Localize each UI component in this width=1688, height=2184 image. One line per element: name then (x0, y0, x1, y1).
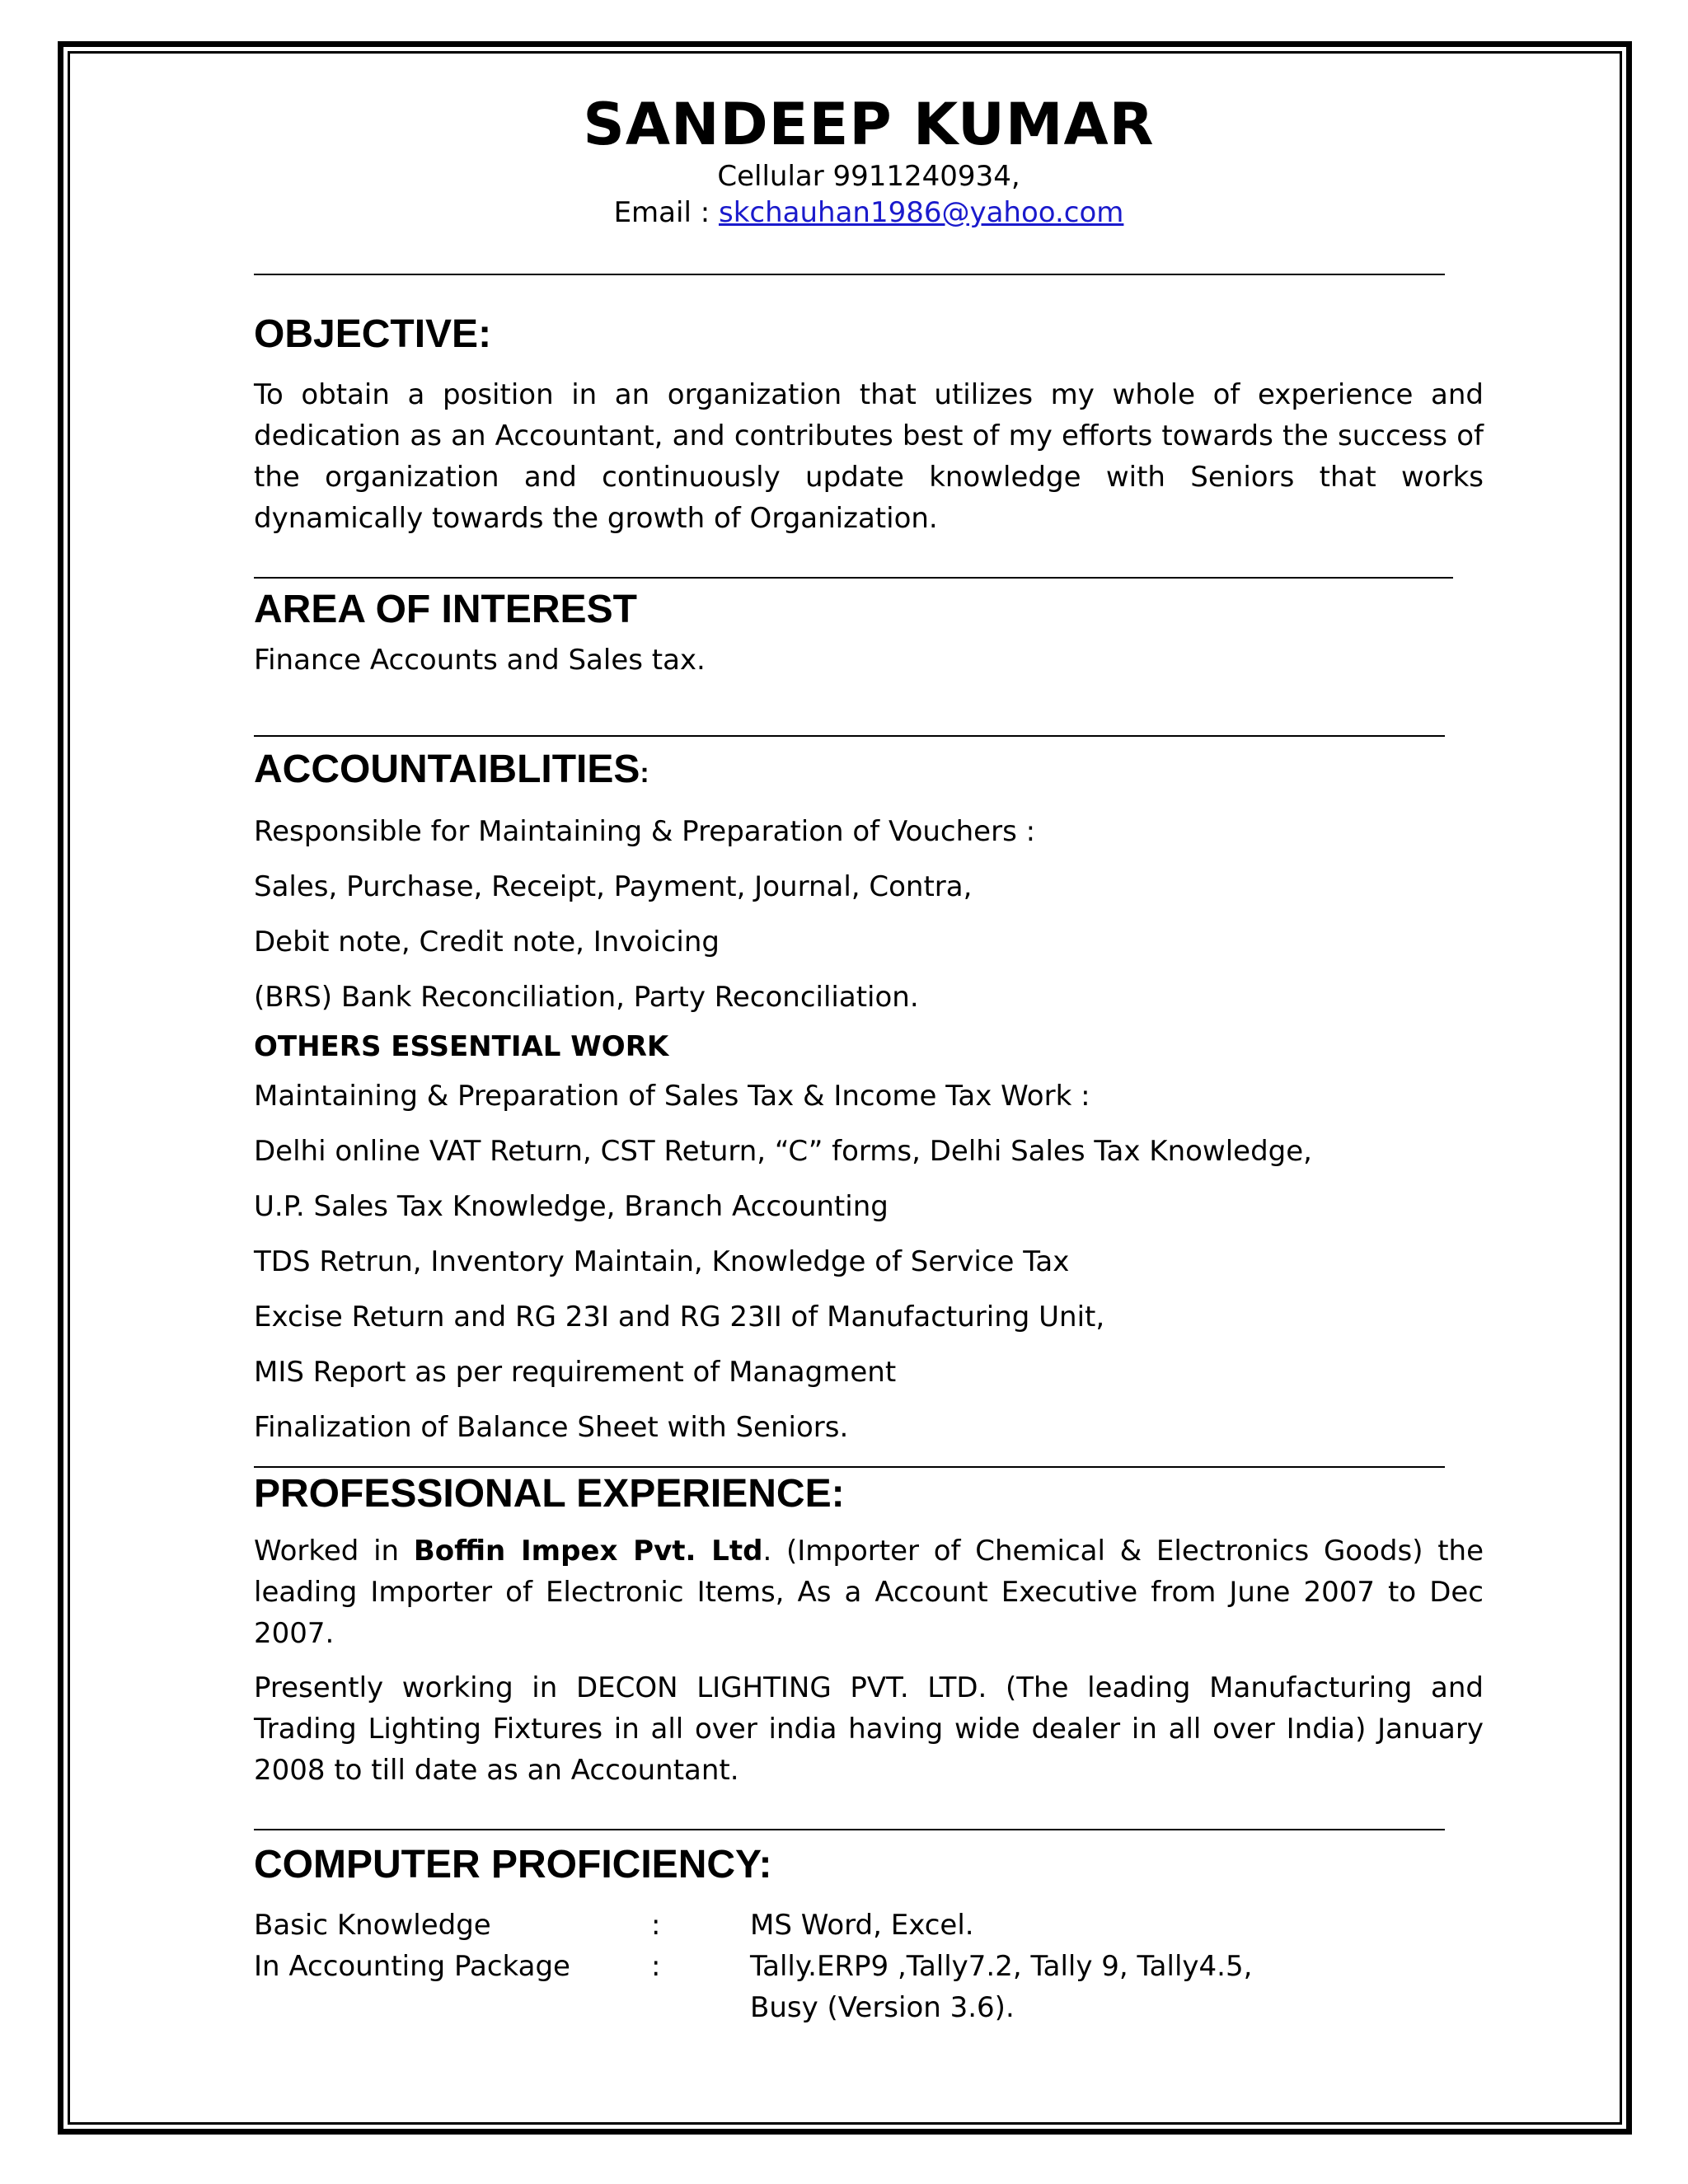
experience-company: Boffin Impex Pvt. Ltd (413, 1535, 763, 1568)
table-row (254, 1905, 1252, 1946)
area-of-interest-text: Finance Accounts and Sales tax. (254, 644, 706, 677)
resume-content (254, 91, 1484, 2028)
list-item: Excise Return and RG 23I and RG 23II of Manufacturing Unit, (254, 1301, 1105, 1333)
list-item: U.P. Sales Tax Knowledge, Branch Accounting (254, 1190, 889, 1223)
list-item: MIS Report as per requirement of Managment (254, 1356, 897, 1389)
divider (254, 1829, 1445, 1830)
table-row (254, 1987, 1252, 2028)
proficiency-label (254, 1987, 651, 2028)
divider (254, 274, 1445, 275)
proficiency-value: Tally.ERP9 ,Tally7.2, Tally 9, Tally4.5, (750, 1950, 1253, 1983)
list-item: Sales, Purchase, Receipt, Payment, Journal, Contra, (254, 870, 973, 903)
table-row (254, 1946, 1252, 1987)
email-link[interactable]: skchauhan1986@yahoo.com (718, 196, 1124, 229)
list-item: Maintaining & Preparation of Sales Tax & Income Tax Work : (254, 1080, 1090, 1113)
proficiency-separator: : (651, 1950, 661, 1983)
area-of-interest-heading: AREA OF INTEREST (254, 588, 637, 631)
objective-heading: OBJECTIVE: (254, 312, 492, 356)
list-item: TDS Retrun, Inventory Maintain, Knowledge of Service Tax (254, 1245, 1070, 1278)
accountabilities-list (254, 811, 1484, 1448)
experience-p1-prefix: Worked in (254, 1535, 414, 1568)
list-item: Finalization of Balance Sheet with Seniors. (254, 1411, 849, 1444)
accountabilities-heading-colon: : (640, 757, 649, 789)
experience-paragraph-2: Presently working in DECON LIGHTING PVT. LTD. (The leading Manufacturing and Trading Lighting Fixtures in all over india having wide dealer in all over India) January 2008 to till date as an Accountant. (254, 1671, 1484, 1787)
computer-proficiency-heading: COMPUTER PROFICIENCY: (254, 1843, 772, 1886)
accountabilities-heading (254, 745, 1484, 798)
computer-proficiency-table (254, 1905, 1252, 2028)
experience-heading: PROFESSIONAL EXPERIENCE: (254, 1472, 845, 1516)
divider (254, 735, 1445, 737)
email-label: Email : (613, 196, 719, 229)
proficiency-value: MS Word, Excel. (750, 1909, 974, 1942)
proficiency-label: Basic Knowledge (254, 1909, 491, 1942)
list-item: Responsible for Maintaining & Preparation of Vouchers : (254, 815, 1036, 848)
proficiency-label: In Accounting Package (254, 1950, 570, 1983)
divider (254, 1466, 1445, 1468)
email-line (254, 194, 1484, 231)
resume-header (254, 91, 1484, 231)
accountabilities-heading-text: ACCOUNTAIBLITIES (254, 748, 640, 791)
proficiency-value: Busy (Version 3.6). (750, 1991, 1015, 2024)
others-essential-work-heading: OTHERS ESSENTIAL WORK (254, 1030, 669, 1063)
proficiency-separator (651, 1987, 750, 2028)
cellular-line: Cellular 9911240934, (717, 160, 1020, 193)
experience-paragraph-1 (254, 1530, 1484, 1654)
objective-text: To obtain a position in an organization that utilizes my whole of experience and dedication as an Accountant, and contributes best of my efforts towards the success of the organization and continuously update knowledge with Seniors that works dynamically towards the growth of Organization. (254, 378, 1484, 535)
divider (254, 577, 1453, 579)
proficiency-separator: : (651, 1909, 661, 1942)
candidate-name: SANDEEP KUMAR (583, 91, 1155, 158)
list-item: (BRS) Bank Reconciliation, Party Reconciliation. (254, 981, 919, 1014)
list-item: Debit note, Credit note, Invoicing (254, 926, 720, 958)
list-item: Delhi online VAT Return, CST Return, “C” forms, Delhi Sales Tax Knowledge, (254, 1135, 1312, 1168)
experience-p1-rest: . (Importer of Chemical & Electronics Goods) the leading Importer of Electronic Items, As a Account Executive from June 2007 to Dec 2007. (254, 1535, 1484, 1650)
